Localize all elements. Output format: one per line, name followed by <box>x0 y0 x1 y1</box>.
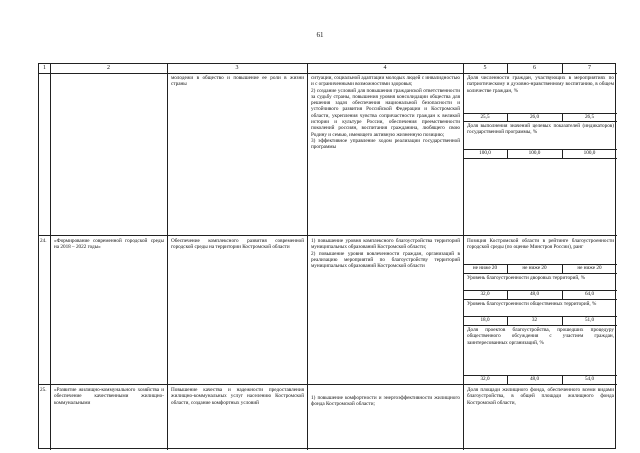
row-24-tasks: 1) повышение уровня комплексного благоустройства территорий муниципальных образований Костромской области; 2) повышение уровня вовлеченности граждан, организаций в реализацию мероприятий по благоустройству территорий муниципальных образований Костромской области <box>311 238 460 270</box>
row-24-ind1-val-3: не ниже 20 <box>577 265 602 271</box>
row-24-ind3-val-3: 51,0 <box>584 317 595 323</box>
continued-ind2-val-3: 100,0 <box>583 150 596 156</box>
row-24-ind2-val-1: 32,0 <box>480 291 490 297</box>
col-header-2: 2 <box>107 65 110 71</box>
row-24-ind2-val-2: 48,0 <box>529 291 540 297</box>
row-24-ind4-val-2: 48,0 <box>529 376 540 382</box>
row-25-program-name: «Развитие жилищно-коммунального хозяйства и обеспечение качественными жилищно-коммунальными <box>54 387 164 406</box>
continued-tasks: ситуации, социальной адаптации молодых людей с инвалидностью и с ограниченными возможностями здоровья; 2) создание условий для повышения гражданской ответственности за судьбу страны, повышения уровня консолидации общества для решения задач обеспечения национальной безопасности и устойчивого развития Российской Федерации и Костромской области, укрепления чувства сопричастности граждан к великой истории и культуре России, обеспечения преемственности поколений россиян, воспитания гражданина, любящего свою Родину и семью, имеющего активную жизненную позицию; 3) эффективное управление ходом реализации государственной программы <box>311 75 460 151</box>
row-24-ind3-val-1: 18,0 <box>480 317 490 323</box>
row-25-indicator-1: Доля площади жилищного фонда, обеспеченного всеми видами благоустройства, в общей площади жилищного фонда Костромской области, <box>467 387 614 406</box>
row-24-goal: Обеспечение комплексного развития современной городской среды на территории Костромской области <box>171 238 304 251</box>
row-24-ind3-val-2: 32 <box>531 317 538 323</box>
row-24-ind4-val-1: 32,0 <box>480 376 490 382</box>
row-24-number: 24. <box>40 238 47 244</box>
row-24-ind4-val-3: 54,0 <box>584 376 595 382</box>
continued-indicator-2: Доля выполнения значений целевых показателей (индикаторов) государственной программы, % <box>467 123 614 136</box>
row-24-indicator-4: Доля проектов благоустройства, прошедших процедуру общественного обсуждения с участием граждан, заинтересованных организаций, % <box>467 327 614 346</box>
program-table <box>38 63 616 449</box>
row-25-goal: Повышение качества и надежности предоставления жилищно-коммунальных услуг населению Костромской области, создание комфортных условий <box>171 387 304 406</box>
col-header-1: 1 <box>43 65 46 71</box>
continued-indicator-1: Доля численности граждан, участвующих в мероприятиях по патриотическому и духовно-нравственному воспитанию, в общем количестве граждан, % <box>467 75 614 94</box>
row-25-tasks: 1) повышение комфортности и энергоэффективности жилищного фонда Костромской области; <box>311 395 460 408</box>
row-24-ind1-val-2: не ниже 20 <box>522 265 547 271</box>
col-header-5: 5 <box>483 65 487 71</box>
continued-ind2-val-1: 100,0 <box>479 150 491 156</box>
row-24-ind2-val-3: 64,0 <box>584 291 595 297</box>
row-24-indicator-1: Позиция Костромской области в рейтинге благоустроенности городской среды (по оценке Минстроя России), ранг <box>467 238 614 251</box>
page-number: 61 <box>316 31 324 39</box>
row-24-program-name: «Формирование современной городской среды на 2018 – 2022 годы» <box>54 238 164 251</box>
col-header-7: 7 <box>588 65 591 71</box>
col-header-4: 4 <box>383 65 387 71</box>
continued-ind1-val-2: 26,0 <box>529 114 540 120</box>
col-header-3: 3 <box>235 65 239 71</box>
continued-ind1-val-3: 26,5 <box>584 114 595 120</box>
continued-ind2-val-2: 100,0 <box>528 150 541 156</box>
row-24-indicator-3: Уровень благоустроенности общественных территорий, % <box>467 301 597 307</box>
col-header-6: 6 <box>533 65 536 71</box>
row-24-indicator-2: Уровень благоустроенности дворовых территорий, % <box>467 275 586 281</box>
row-24-ind1-val-1: не ниже 20 <box>472 265 498 271</box>
continued-ind1-val-1: 25,5 <box>480 114 490 120</box>
continued-goal: молодежи в общество и повышение ее роли в жизни страны <box>171 75 304 88</box>
row-25-number: 25. <box>40 387 47 393</box>
